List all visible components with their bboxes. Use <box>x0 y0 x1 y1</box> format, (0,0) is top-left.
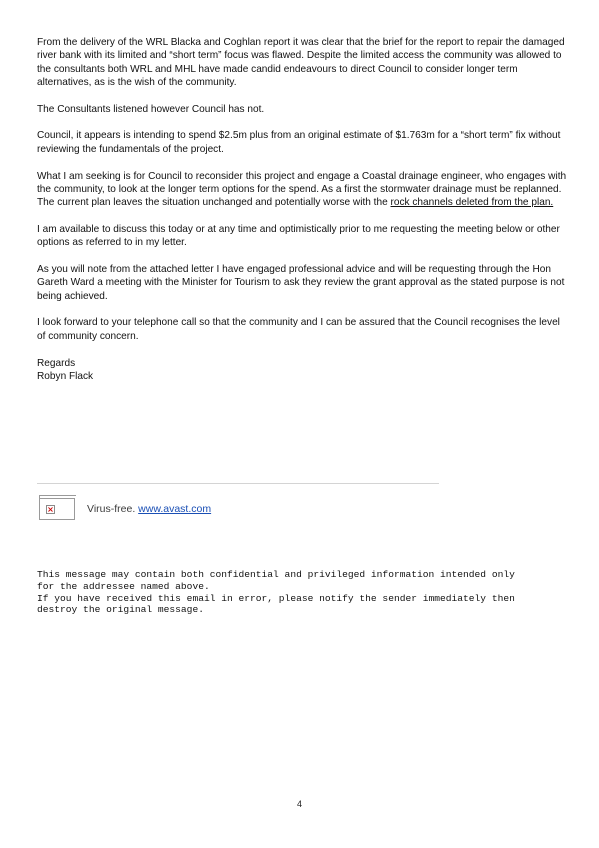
avast-link[interactable]: www.avast.com <box>138 503 212 515</box>
avast-banner <box>39 497 211 521</box>
signature-divider <box>37 483 439 484</box>
closing-regards: Regards <box>37 357 76 369</box>
disclaimer-line: for the addressee named above. <box>37 580 210 592</box>
underlined-rock-channels: rock channels deleted from the plan. <box>390 197 554 209</box>
virus-free-label: Virus-free. <box>87 503 136 515</box>
disclaimer-line: destroy the original message. <box>37 604 204 616</box>
paragraph-professional-advice: As you will note from the attached letter I have engaged professional advice and will be requesting through the Hon Gareth Ward a meeting with the Minister for Tourism to ask they review the grant approval as the stated purpose is not being achieved. <box>37 264 565 302</box>
red-x-icon: × <box>47 505 54 514</box>
disclaimer-line: This message may contain both confidential and privileged information intended only <box>37 569 515 580</box>
signature-name: Robyn Flack <box>37 370 94 382</box>
paragraph-request <box>37 170 567 210</box>
disclaimer-line: If you have received this email in error, please notify the sender immediately then <box>37 592 515 604</box>
virus-free-text <box>87 503 211 515</box>
email-disclaimer <box>37 569 577 616</box>
paragraph-report-delivery: From the delivery of the WRL Blacka and Coghlan report it was clear that the brief for the report to repair the damaged river bank with its limited and “short term” focus was flawed. Despite the limited access the community was allowed to the consultants both WRL and MHL have made candid endeavours to direct Council to consider longer term alternatives, as is the wish of the community. <box>37 37 565 88</box>
paragraph-telephone-call: I look forward to your telephone call so that the community and I can be assured that the Council recognises the level of community concern. <box>37 317 560 342</box>
page-number: 4 <box>296 799 302 809</box>
paragraph-request-text: What I am seeking is for Council to reconsider this project and engage a Coastal drainage engineer, who engages with the community, to look at the longer term options for the spend. As a first the stormwater drainage must be replanned. The current plan leaves the situation unchanged and potentially worse with the <box>37 170 567 209</box>
broken-image-icon[interactable] <box>39 498 75 520</box>
paragraph-council-spend: Council, it appears is intending to spend $2.5m plus from an original estimate of $1.763m for a “short term” fix without reviewing the fundamentals of the project. <box>37 130 561 155</box>
paragraph-consultants: The Consultants listened however Council has not. <box>37 103 265 115</box>
paragraph-availability: I am available to discuss this today or at any time and optimistically prior to me requesting the meeting below or other options as referred to in my letter. <box>37 223 560 249</box>
letter-body <box>37 36 567 383</box>
